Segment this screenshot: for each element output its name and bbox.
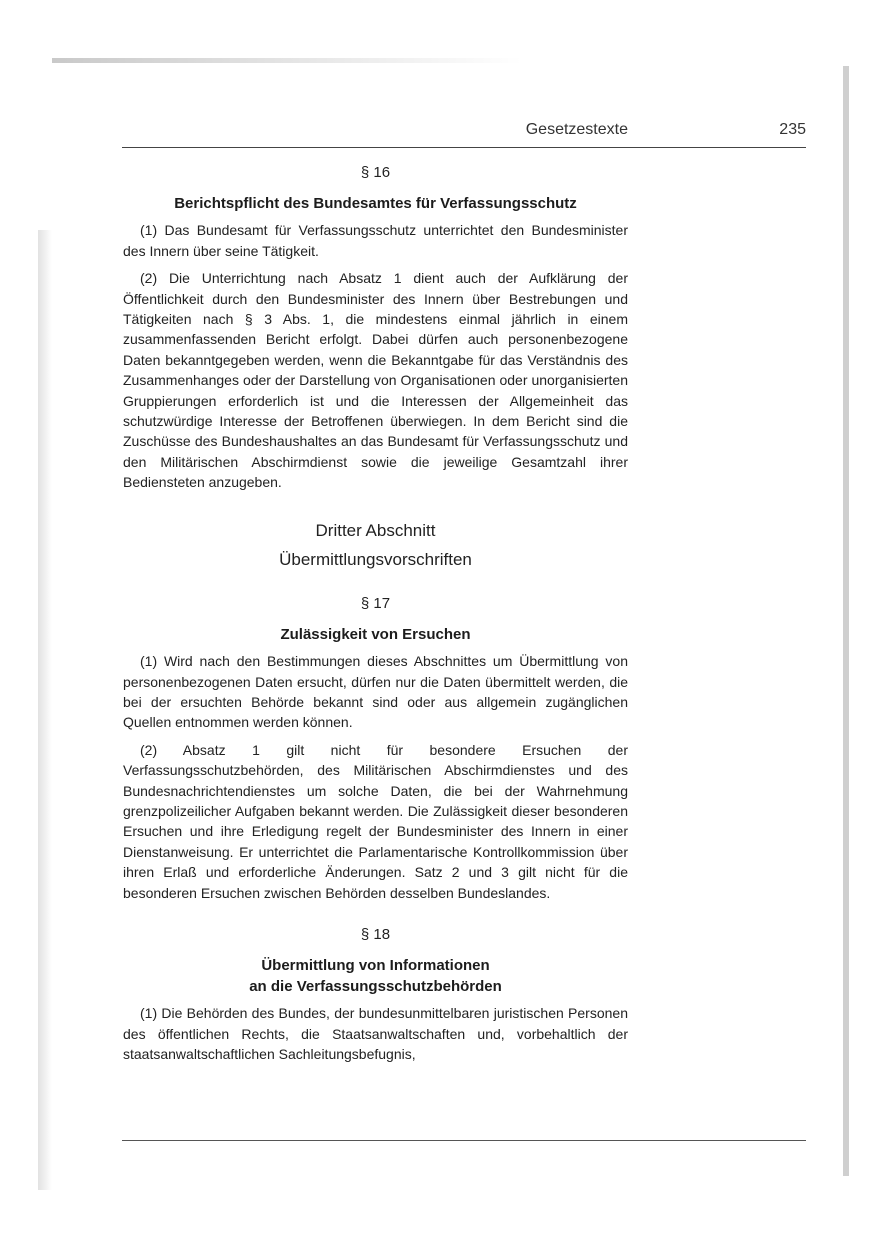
- scan-edge-left: [38, 230, 52, 1190]
- footer-rule: [122, 1140, 806, 1141]
- section-title: Berichtspflicht des Bundesamtes für Verfassungsschutz: [174, 195, 577, 213]
- section-title: [123, 955, 628, 997]
- section-title-line: an die Verfassungsschutzbehörden: [249, 978, 502, 996]
- paragraph: (2) Absatz 1 gilt nicht für besondere Ersuchen der Verfassungsschutzbehörden, des Militärischen Abschirmdienstes und des Bundesnachrichtendienstes um solche Daten, die bei der Wahrnehmung grenzpolizeilicher Aufgaben bekannt werden. Die Zulässigkeit dieser besonderen Ersuchen und ihre Erledigung regelt der Bundesminister des Innern in einer Dienstanweisung. Er unterrichtet die Parlamentarische Kontrollkommission über ihren Erlaß und erforderliche Änderungen. Satz 2 und 3 gilt nicht für die besonderen Ersuchen zwischen Behörden desselben Bundeslandes.: [123, 741, 628, 901]
- section-16: [123, 163, 628, 493]
- chapter-number: Dritter Abschnitt: [315, 520, 436, 540]
- paragraph: (1) Das Bundesamt für Verfassungsschutz unterrichtet den Bundesminister des Innern über seine Tätigkeit.: [123, 222, 628, 259]
- paragraph: (2) Die Unterrichtung nach Absatz 1 dient auch der Aufklärung der Öffentlichkeit durch den Bundesminister des Innern über Bestrebungen und Tätigkeiten nach § 3 Abs. 1, die mindestens einmal jährlich in einem zusammenfassenden Bericht erfolgt. Dabei dürfen auch personenbezogene Daten bekanntgegeben werden, wenn die Bekanntgabe für das Verständnis des Zusammenhanges oder der Darstellung von Organisationen oder unorganisierten Gruppierungen erforderlich ist und die Interessen der Allgemeinheit das schutzwürdige Interesse der Betroffenen überwiegen. In dem Bericht sind die Zuschüsse des Bundeshaushaltes an das Bundesamt für Verfassungsschutz und den Militärischen Abschirmdienst sowie die jeweilige Gesamtzahl ihrer Bediensteten anzugeben.: [123, 270, 628, 491]
- section-number: § 17: [360, 594, 391, 612]
- page-header: [122, 121, 806, 148]
- running-title: Gesetzestexte: [525, 121, 628, 138]
- section-18: [123, 925, 628, 1065]
- chapter-title: Übermittlungsvorschriften: [279, 549, 472, 569]
- paragraph: (1) Die Behörden des Bundes, der bundesunmittelbaren juristischen Personen des öffentlichen Rechts, die Staatsanwaltschaften und, vorbehaltlich der staatsanwaltschaftlichen Sachleitungsbefugnis,: [123, 1005, 628, 1063]
- paragraph: (1) Wird nach den Bestimmungen dieses Abschnittes um Übermittlung von personenbezogenen Daten ersucht, dürfen nur die Daten übermittelt werden, die bei der ersuchten Behörde bekannt sind oder aus allgemein zugänglichen Quellen entnommen werden können.: [123, 653, 628, 731]
- section-number: § 18: [360, 925, 391, 943]
- section-number: § 16: [360, 164, 391, 181]
- section-title: Zulässigkeit von Ersuchen: [280, 626, 471, 644]
- section-title-line: Übermittlung von Informationen: [261, 957, 490, 975]
- chapter-heading: [123, 516, 628, 574]
- page-body: [123, 163, 628, 1072]
- page-number: 235: [779, 121, 806, 138]
- scan-edge-top: [52, 58, 522, 63]
- scan-edge-right: [843, 66, 849, 1176]
- section-17: [123, 594, 628, 903]
